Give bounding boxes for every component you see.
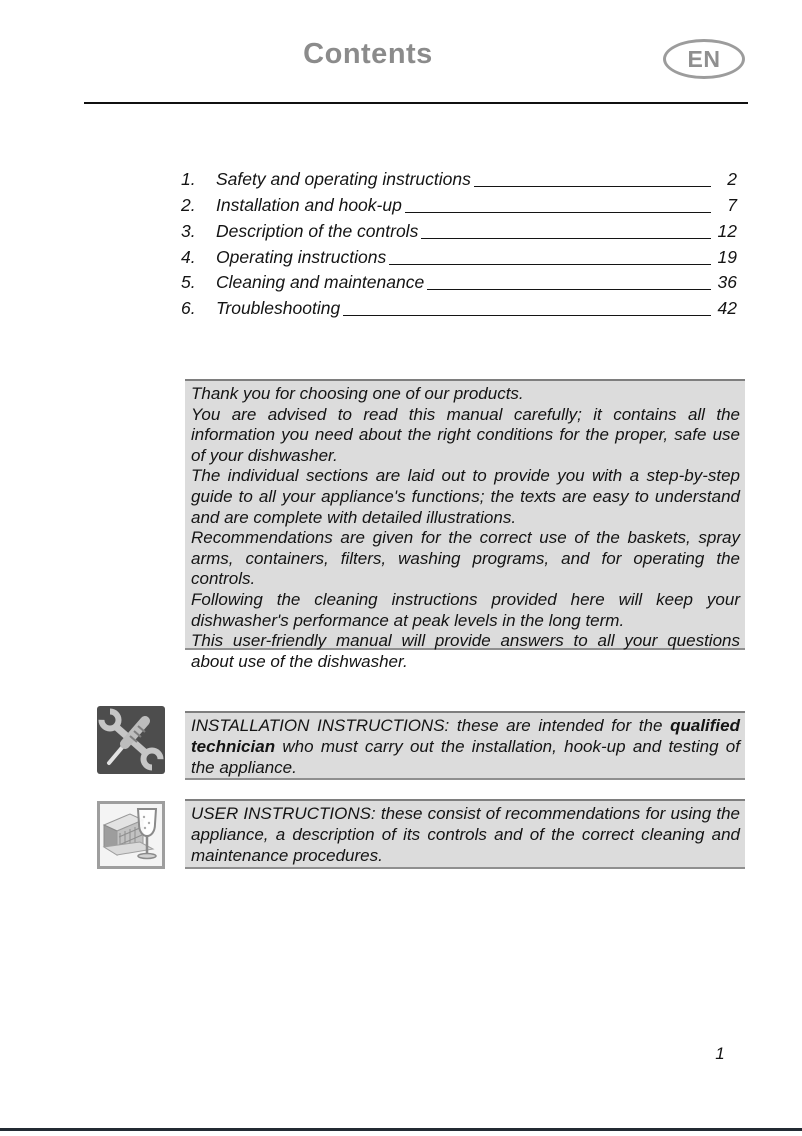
toc-leader-line — [474, 186, 711, 187]
tools-icon — [97, 706, 165, 774]
installation-note-pre: INSTALLATION INSTRUCTIONS: these are intended for the — [191, 716, 671, 735]
header-divider — [84, 102, 748, 104]
intro-paragraph: Recommendations are given for the correct use of the baskets, spray arms, containers, filters, washing programs, and for operating the controls. — [191, 528, 740, 589]
toc-entry-safety — [181, 164, 737, 190]
toc-entry-label: Installation and hook-up — [216, 194, 402, 215]
toc-leader-line — [343, 315, 711, 316]
installation-note-box — [185, 711, 745, 780]
installation-note-bold: qualified technician — [191, 716, 740, 756]
toc-entry-page: 2 — [727, 168, 737, 189]
language-badge-label: EN — [687, 45, 721, 72]
intro-text-box — [185, 379, 745, 671]
toc-leader-line — [421, 238, 711, 239]
toc-leader-line — [405, 212, 711, 213]
toc-entry-page: 19 — [717, 246, 737, 267]
toc-entry-label: Operating instructions — [216, 246, 387, 267]
toc-entry-label: Cleaning and maintenance — [216, 272, 425, 293]
toc-entry-page: 7 — [727, 194, 737, 215]
toc-entry-page: 36 — [717, 272, 737, 293]
language-badge — [663, 39, 745, 79]
intro-paragraph: Following the cleaning instructions provided here will keep your dishwasher's performance at peak levels in the long term. — [191, 589, 740, 630]
toc-entry-number: 5. — [181, 272, 196, 293]
intro-paragraph: Thank you for choosing one of our products. — [191, 384, 524, 403]
intro-paragraph: You are advised to read this manual carefully; it contains all the information you need about the right conditions for the proper, safe use of your dishwasher. — [191, 404, 740, 465]
page-title: Contents — [303, 38, 433, 70]
toc-entry-troubleshooting — [181, 293, 737, 319]
toc-entry-label: Description of the controls — [216, 220, 419, 241]
toc-entry-controls — [181, 216, 737, 242]
toc-entry-number: 1. — [181, 168, 196, 189]
toc-entry-number: 3. — [181, 220, 196, 241]
toc-leader-line — [389, 264, 711, 265]
toc-entry-page: 42 — [717, 298, 737, 319]
installation-note-text — [191, 716, 740, 778]
intro-paragraph: This user-friendly manual will provide answers to all your questions about use of the dishwasher. — [191, 631, 740, 671]
toc-leader-line — [427, 289, 711, 290]
installation-note-post: who must carry out the installation, hook-up and testing of the appliance. — [191, 736, 740, 777]
toc-entry-number: 2. — [181, 194, 196, 215]
toc-entry-installation — [181, 190, 737, 216]
user-note-text: USER INSTRUCTIONS: these consist of recommendations for using the appliance, a description of its controls and of the correct cleaning and maintenance procedures. — [191, 804, 740, 865]
toc-entry-operating — [181, 242, 737, 268]
bottom-divider — [0, 1128, 802, 1131]
intro-paragraph: The individual sections are laid out to provide you with a step-by-step guide to all your appliance's functions; the texts are easy to understand and are complete with detailed illustrations. — [191, 466, 740, 527]
toc-entry-number: 6. — [181, 298, 196, 319]
page-number: 1 — [715, 1044, 725, 1063]
toc-entry-label: Troubleshooting — [216, 298, 341, 319]
dishwasher-glass-icon — [97, 801, 165, 869]
toc-entry-label: Safety and operating instructions — [216, 168, 471, 189]
toc-entry-page: 12 — [717, 220, 737, 241]
user-note-box — [185, 799, 745, 869]
table-of-contents — [181, 164, 737, 319]
toc-entry-cleaning — [181, 268, 737, 294]
toc-entry-number: 4. — [181, 246, 196, 267]
